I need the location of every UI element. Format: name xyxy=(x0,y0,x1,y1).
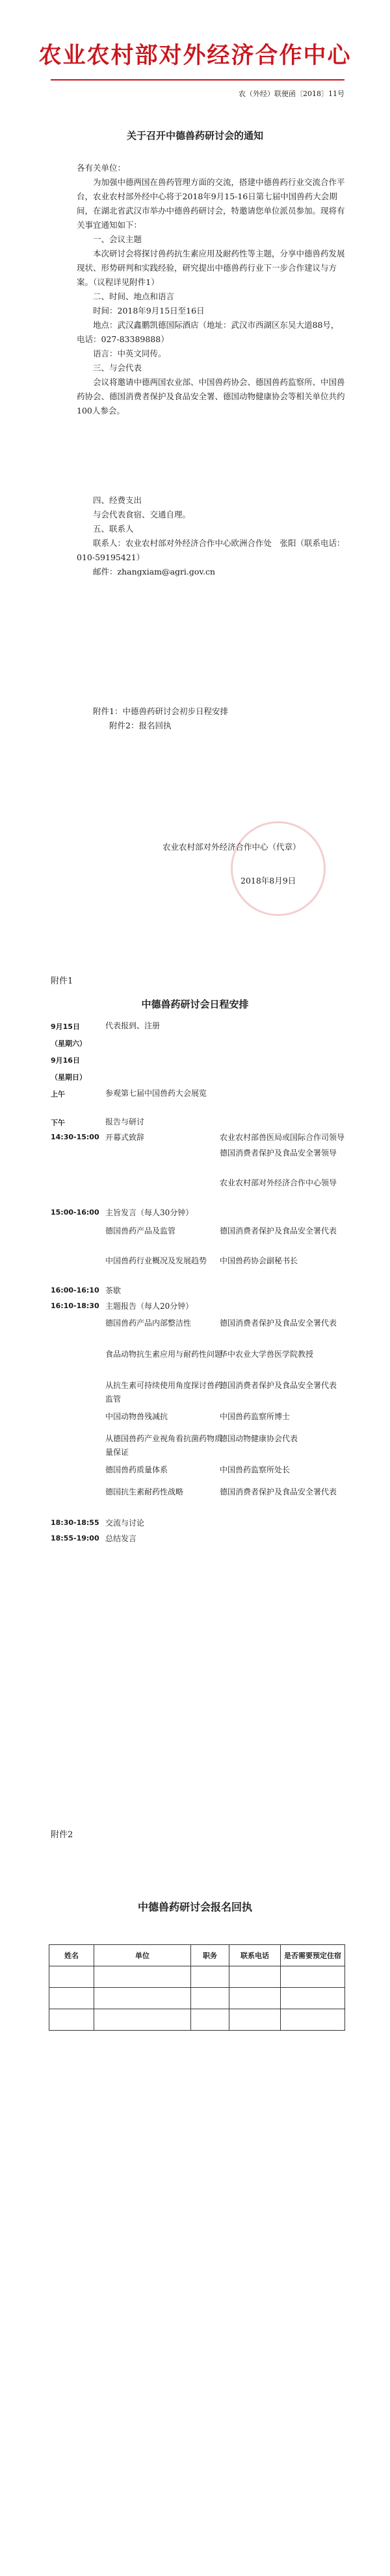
column-header: 联系电话 xyxy=(229,1945,281,1966)
schedule-content: 从德国兽药产业视角看抗菌药物质量保证 xyxy=(105,1434,223,1457)
schedule-row xyxy=(51,1300,356,1317)
schedule-speaker: 中国兽药协会副秘书长 xyxy=(220,1256,298,1265)
section-paragraph: 联系人：农业农村部对外经济合作中心欧洲合作处 张阳（联系电话：010-59195421） xyxy=(77,538,345,562)
table-cell[interactable] xyxy=(229,1966,281,1988)
table-header-row xyxy=(49,1945,345,1966)
table-cell[interactable] xyxy=(191,1988,229,2009)
table-cell[interactable] xyxy=(281,1966,345,1988)
table-cell[interactable] xyxy=(191,2009,229,2031)
schedule-row xyxy=(51,1317,356,1348)
schedule-row xyxy=(51,1036,356,1053)
table-cell[interactable] xyxy=(191,1966,229,1988)
schedule-list xyxy=(51,1019,356,1548)
schedule-speaker: 德国消费者保护及食品安全署领导 xyxy=(220,1148,337,1158)
schedule-speaker: 农业农村部兽医局或国际合作司领导 xyxy=(220,1133,345,1142)
schedule-row xyxy=(51,1463,356,1485)
schedule-time: 18:30-18:55 xyxy=(51,1518,99,1527)
schedule-row xyxy=(51,1019,356,1036)
schedule-content: 德国兽药产品及监管 xyxy=(105,1226,176,1235)
table-cell[interactable] xyxy=(281,1988,345,2009)
attachment-item: 附件2：报名回执 xyxy=(109,721,172,730)
schedule-row xyxy=(51,1176,356,1206)
schedule-title: 中德兽药研讨会日程安排 xyxy=(141,998,249,1010)
schedule-speaker: 德国动物健康协会代表 xyxy=(220,1434,298,1443)
schedule-content: 茶歇 xyxy=(105,1286,122,1295)
attachment-label: 附件2 xyxy=(51,1830,73,1840)
schedule-time: 9月15日 xyxy=(51,1022,80,1031)
notice-body-top xyxy=(77,161,346,418)
schedule-time: 16:00-16:10 xyxy=(51,1286,99,1294)
schedule-content: 交流与讨论 xyxy=(105,1518,145,1528)
schedule-speaker: 华中农业大学兽医学院教授 xyxy=(220,1350,314,1359)
schedule-row xyxy=(51,1206,356,1224)
section-paragraph: 会议将邀请中德两国农业部、中国兽药协会、德国兽药监察所、中国兽药协会、德国消费者保护及食品安全署、德国动物健康协会等相关单位共约100人参会。 xyxy=(77,377,345,415)
schedule-speaker: 中国兽药监察所博士 xyxy=(220,1412,291,1421)
schedule-row xyxy=(51,1053,356,1070)
section-paragraph: 邮件：zhangxiam@agri.gov.cn xyxy=(93,567,216,576)
schedule-time: 18:55-19:00 xyxy=(51,1534,99,1542)
schedule-content: 德国兽药质量体系 xyxy=(105,1465,168,1474)
intro-paragraph: 为加强中德两国在兽药管理方面的交流，搭建中德兽药行业交流合作平台，农业农村部外经中心将于2018年9月15-16日第七届中国兽药大会期间，在湖北省武汉市举办中德兽药研讨会，特邀请您单位派员参加。现将有关事宜通知如下： xyxy=(77,177,345,230)
schedule-row xyxy=(51,1284,356,1300)
schedule-speaker: 德国消费者保护及食品安全署代表 xyxy=(220,1226,337,1235)
schedule-content: 报告与研讨 xyxy=(105,1117,145,1126)
schedule-time: 下午 xyxy=(51,1119,65,1127)
schedule-row xyxy=(51,1485,356,1517)
schedule-content: 德国抗生素耐药性战略 xyxy=(105,1487,184,1496)
schedule-content: 从抗生素可持续使用角度探讨兽药监管 xyxy=(105,1381,223,1404)
official-seal xyxy=(231,821,326,916)
schedule-page xyxy=(0,961,390,1733)
schedule-row xyxy=(51,1070,356,1087)
schedule-content: 食品动物抗生素应用与耐药性问题 xyxy=(105,1350,223,1359)
schedule-time: 15:00-16:00 xyxy=(51,1208,99,1217)
table-cell[interactable] xyxy=(49,1988,94,2009)
schedule-row xyxy=(51,1432,356,1463)
letterhead-title: 农业农村部对外经济合作中心 xyxy=(38,42,352,69)
table-cell[interactable] xyxy=(94,2009,191,2031)
attachment-list xyxy=(77,704,346,733)
section-paragraph: 时间：2018年9月15日至16日 xyxy=(93,306,205,316)
schedule-content: 主旨发言（每人30分钟） xyxy=(105,1208,194,1217)
schedule-time: （星期六） xyxy=(51,1039,86,1048)
registration-title: 中德兽药研讨会报名回执 xyxy=(137,1901,252,1913)
table-row xyxy=(49,1966,345,1988)
schedule-row xyxy=(51,1517,356,1532)
salutation: 各有关单位： xyxy=(77,163,126,173)
notice-body-bottom xyxy=(77,493,346,579)
schedule-speaker: 德国消费者保护及食品安全署代表 xyxy=(220,1487,337,1496)
schedule-content: 中国兽药行业概况及发展趋势 xyxy=(105,1256,207,1265)
table-cell[interactable] xyxy=(94,1988,191,2009)
table-cell[interactable] xyxy=(229,1988,281,2009)
letterhead-divider xyxy=(51,79,344,80)
table-cell[interactable] xyxy=(281,2009,345,2031)
section-paragraph: 语言：中英文同传。 xyxy=(93,349,166,358)
table-row xyxy=(49,1988,345,2009)
section-heading: 三、与会代表 xyxy=(93,363,142,373)
schedule-content: 总结发言 xyxy=(105,1534,137,1543)
schedule-row xyxy=(51,1224,356,1254)
schedule-content: 参观第七届中国兽药大会展览 xyxy=(105,1089,207,1098)
table-cell[interactable] xyxy=(49,2009,94,2031)
column-header: 姓名 xyxy=(49,1945,94,1966)
schedule-content: 代表报到、注册 xyxy=(105,1021,161,1030)
attachment-item: 附件1：中德兽药研讨会初步日程安排 xyxy=(93,706,228,716)
schedule-row xyxy=(51,1131,356,1146)
schedule-content: 德国兽药产品内部整洁性 xyxy=(105,1319,192,1328)
schedule-row xyxy=(51,1115,356,1131)
table-cell[interactable] xyxy=(229,2009,281,2031)
column-header: 是否需要预定住宿 xyxy=(281,1945,345,1966)
schedule-row xyxy=(51,1146,356,1176)
schedule-speaker: 农业农村部对外经济合作中心领导 xyxy=(220,1178,337,1187)
table-row xyxy=(49,2009,345,2031)
schedule-content: 开幕式致辞 xyxy=(105,1133,145,1142)
table-cell[interactable] xyxy=(49,1966,94,1988)
section-heading: 一、会议主题 xyxy=(93,234,142,244)
schedule-speaker: 德国消费者保护及食品安全署代表 xyxy=(220,1381,337,1390)
schedule-row xyxy=(51,1532,356,1548)
signature-org: 农业农村部对外经济合作中心（代章） xyxy=(162,842,301,852)
schedule-row xyxy=(51,1348,356,1379)
schedule-row xyxy=(51,1254,356,1284)
section-heading: 四、经费支出 xyxy=(93,495,142,505)
schedule-row xyxy=(51,1379,356,1410)
document-number: 农（外经）联便函〔2018〕11号 xyxy=(239,90,344,98)
signature-date: 2018年8月9日 xyxy=(240,876,296,886)
table-cell[interactable] xyxy=(94,1966,191,1988)
schedule-content: 主题报告（每人20分钟） xyxy=(105,1302,194,1311)
attachment-label: 附件1 xyxy=(51,976,73,986)
column-header: 职务 xyxy=(191,1945,229,1966)
section-heading: 二、时间、地点和语言 xyxy=(93,291,175,301)
schedule-time: 14:30-15:00 xyxy=(51,1133,99,1141)
schedule-content: 中国动物兽残减抗 xyxy=(105,1412,168,1421)
schedule-time: 16:10-18:30 xyxy=(51,1302,99,1310)
schedule-time: （星期日） xyxy=(51,1073,86,1082)
schedule-time: 上午 xyxy=(51,1090,65,1098)
section-heading: 五、联系人 xyxy=(93,524,134,534)
notice-title: 关于召开中德兽药研讨会的通知 xyxy=(126,130,263,142)
section-paragraph: 本次研讨会将探讨兽药抗生素应用及耐药性等主题，分享中德兽药发展现状、形势研判和实践经验，研究提出中德兽药行业下一步合作建议与方案。（议程详见附件1） xyxy=(77,249,345,287)
schedule-row xyxy=(51,1410,356,1432)
schedule-row xyxy=(51,1087,356,1115)
registration-table xyxy=(49,1944,345,2031)
registration-page xyxy=(0,1814,390,2576)
section-paragraph: 与会代表食宿、交通自理。 xyxy=(93,510,191,519)
schedule-speaker: 中国兽药监察所处长 xyxy=(220,1465,291,1474)
schedule-time: 9月16日 xyxy=(51,1056,80,1065)
column-header: 单位 xyxy=(94,1945,191,1966)
schedule-speaker: 德国消费者保护及食品安全署代表 xyxy=(220,1319,337,1328)
section-paragraph: 地点：武汉鑫鹏凯德国际酒店（地址：武汉市西湖区东吴大道88号，电话：027-83389888） xyxy=(77,320,339,344)
notice-page xyxy=(0,0,390,886)
